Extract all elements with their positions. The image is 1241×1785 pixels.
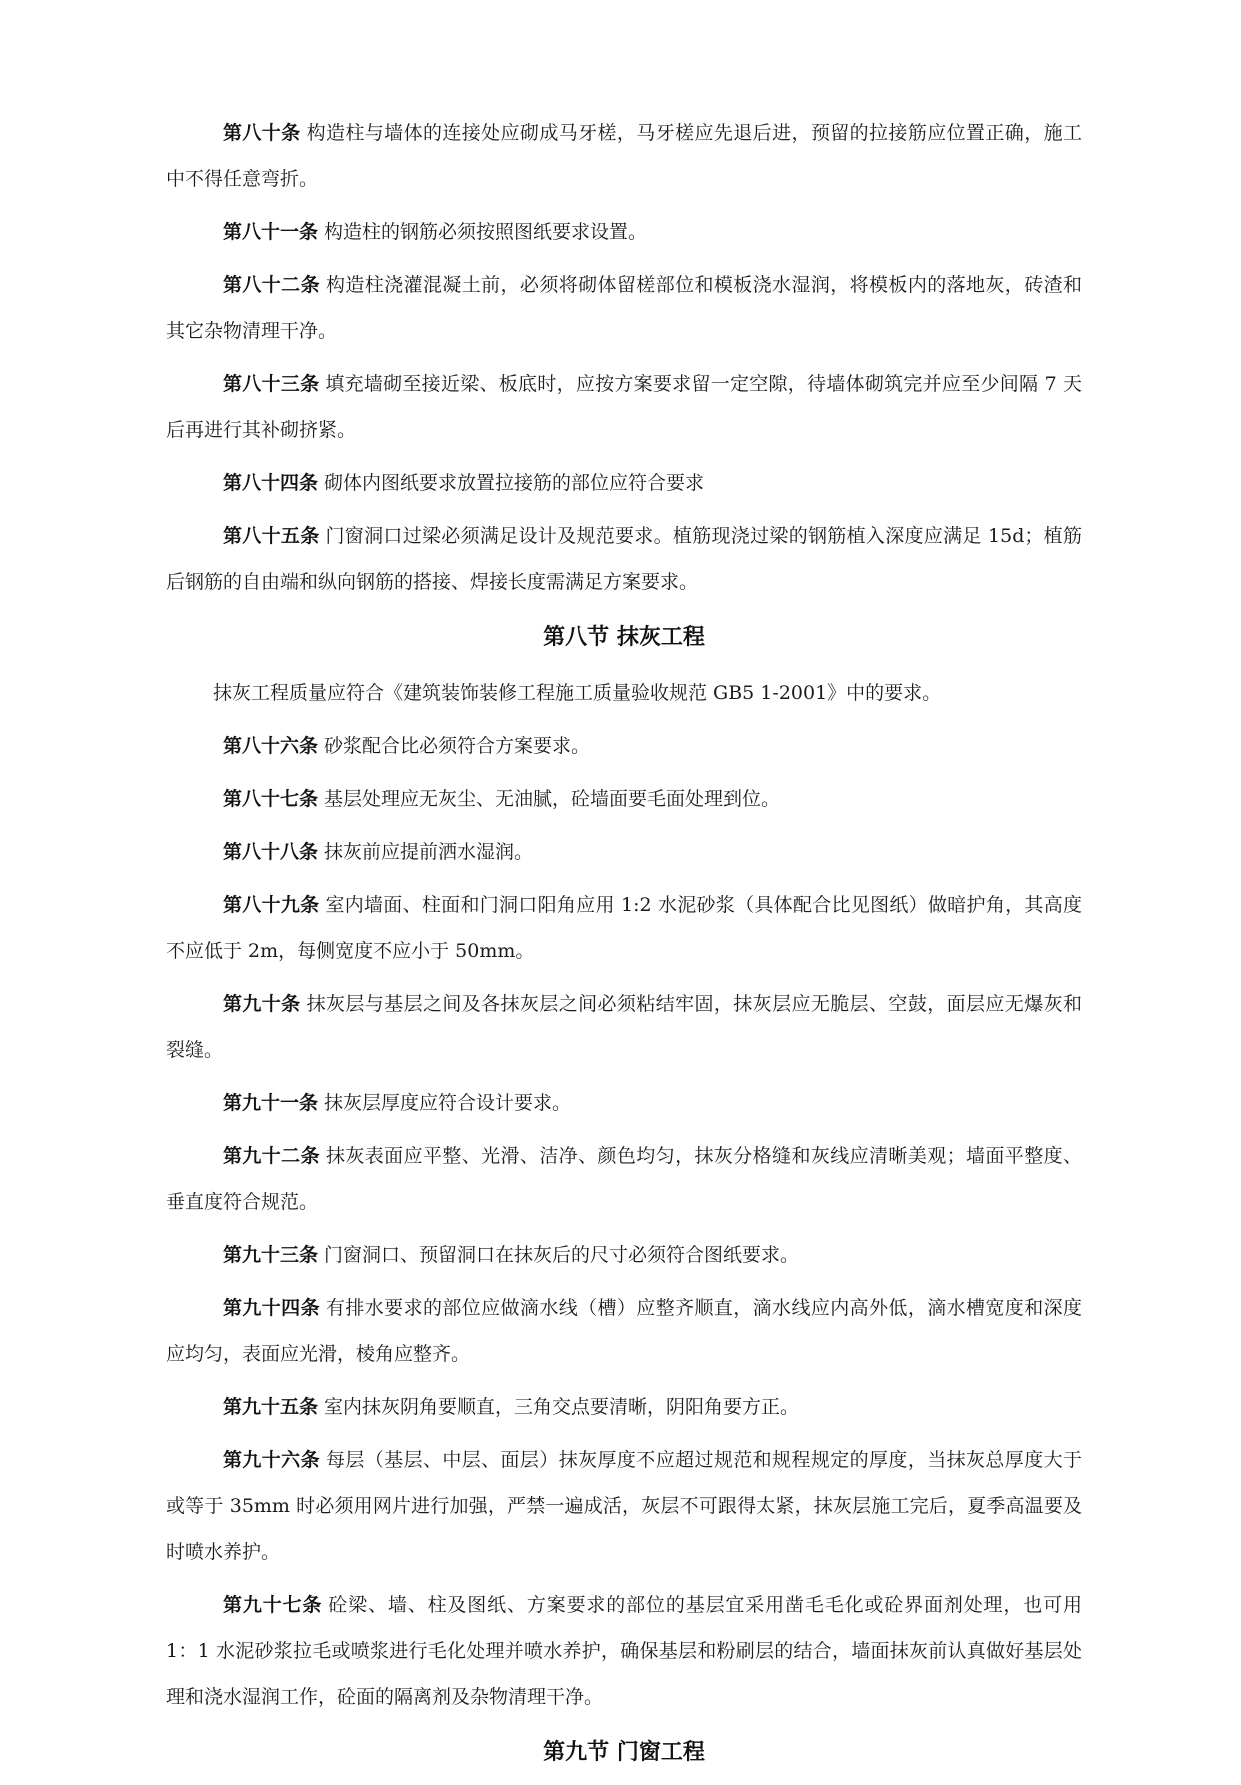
article-text: 砌体内图纸要求放置拉接筋的部位应符合要求 xyxy=(324,472,705,494)
article-number: 第八十九条 xyxy=(223,894,320,916)
article-text: 抹灰表面应平整、光滑、洁净、颜色均匀，抹灰分格缝和灰线应清晰美观；墙面平整度、垂直度符合规范。 xyxy=(166,1145,1082,1213)
article-number: 第九十二条 xyxy=(223,1145,320,1167)
article-text: 砼梁、墙、柱及图纸、方案要求的部位的基层宜采用凿毛毛化或砼界面剂处理，也可用 1：1 水泥砂浆拉毛或喷浆进行毛化处理并喷水养护，确保基层和粉刷层的结合，墙面抹灰前认真做好基层处理和浇水湿润工作，砼面的隔离剂及杂物清理干净。 xyxy=(166,1594,1082,1708)
article-paragraph xyxy=(166,882,1082,974)
article-number: 第九十三条 xyxy=(223,1244,319,1266)
article-number: 第九十一条 xyxy=(223,1092,319,1114)
article-number: 第八十六条 xyxy=(223,735,319,757)
article-paragraph xyxy=(166,723,1082,769)
article-paragraph xyxy=(166,209,1082,255)
article-text: 填充墙砌至接近梁、板底时，应按方案要求留一定空隙，待墙体砌筑完并应至少间隔 7 天后再进行其补砌挤紧。 xyxy=(166,373,1082,441)
article-paragraph xyxy=(166,776,1082,822)
article-text: 构造柱的钢筋必须按照图纸要求设置。 xyxy=(324,221,648,243)
article-paragraph xyxy=(166,513,1082,605)
article-text: 抹灰前应提前洒水湿润。 xyxy=(324,841,534,863)
article-number: 第八十条 xyxy=(223,122,301,144)
article-paragraph xyxy=(166,981,1082,1073)
article-number: 第九十五条 xyxy=(223,1396,319,1418)
article-number: 第八十七条 xyxy=(223,788,319,810)
article-text: 室内墙面、柱面和门洞口阳角应用 1:2 水泥砂浆（具体配合比见图纸）做暗护角，其高度不应低于 2m，每侧宽度不应小于 50mm。 xyxy=(166,894,1082,962)
article-paragraph xyxy=(166,460,1082,506)
article-text: 砂浆配合比必须符合方案要求。 xyxy=(324,735,591,757)
section-heading: 第九节 门窗工程 xyxy=(543,1740,705,1765)
article-number: 第八十四条 xyxy=(223,472,319,494)
article-paragraph xyxy=(166,1582,1082,1720)
article-text: 基层处理应无灰尘、无油腻，砼墙面要毛面处理到位。 xyxy=(324,788,781,810)
article-text: 抹灰层厚度应符合设计要求。 xyxy=(324,1092,572,1114)
article-paragraph xyxy=(166,110,1082,202)
article-number: 第八十五条 xyxy=(223,525,320,547)
article-text: 构造柱浇灌混凝土前，必须将砌体留槎部位和模板浇水湿润，将模板内的落地灰，砖渣和其它杂物清理干净。 xyxy=(166,274,1082,342)
article-number: 第九十条 xyxy=(223,993,301,1015)
article-paragraph xyxy=(166,361,1082,453)
article-text: 每层（基层、中层、面层）抹灰厚度不应超过规范和规程规定的厚度，当抹灰总厚度大于或等于 35mm 时必须用网片进行加强，严禁一遍成活，灰层不可跟得太紧，抹灰层施工完后，夏季高温要及时喷水养护。 xyxy=(166,1449,1082,1563)
section-intro-paragraph: 抹灰工程质量应符合《建筑装饰装修工程施工质量验收规范 GB5 1-2001》中的要求。 xyxy=(213,682,942,704)
article-text: 门窗洞口过梁必须满足设计及规范要求。植筋现浇过梁的钢筋植入深度应满足 15d；植筋后钢筋的自由端和纵向钢筋的搭接、焊接长度需满足方案要求。 xyxy=(166,525,1082,593)
article-paragraph xyxy=(166,262,1082,354)
article-number: 第九十六条 xyxy=(223,1449,320,1471)
article-text: 有排水要求的部位应做滴水线（槽）应整齐顺直，滴水线应内高外低，滴水槽宽度和深度应均匀，表面应光滑，棱角应整齐。 xyxy=(166,1297,1082,1365)
article-number: 第九十七条 xyxy=(223,1594,323,1616)
article-paragraph xyxy=(166,1384,1082,1430)
article-paragraph xyxy=(166,1080,1082,1126)
article-number: 第八十八条 xyxy=(223,841,319,863)
article-number: 第八十二条 xyxy=(223,274,320,296)
article-number: 第八十三条 xyxy=(223,373,320,395)
article-text: 构造柱与墙体的连接处应砌成马牙槎，马牙槎应先退后进，预留的拉接筋应位置正确，施工中不得任意弯折。 xyxy=(166,122,1082,190)
article-number: 第九十四条 xyxy=(223,1297,320,1319)
document-body xyxy=(166,110,1082,1785)
article-paragraph xyxy=(166,1285,1082,1377)
article-paragraph xyxy=(166,1232,1082,1278)
article-paragraph xyxy=(166,1437,1082,1575)
article-paragraph xyxy=(166,829,1082,875)
article-paragraph xyxy=(166,1133,1082,1225)
article-text: 室内抹灰阴角要顺直，三角交点要清晰，阴阳角要方正。 xyxy=(324,1396,800,1418)
article-text: 门窗洞口、预留洞口在抹灰后的尺寸必须符合图纸要求。 xyxy=(324,1244,800,1266)
article-number: 第八十一条 xyxy=(223,221,319,243)
section-heading: 第八节 抹灰工程 xyxy=(543,625,705,650)
article-text: 抹灰层与基层之间及各抹灰层之间必须粘结牢固，抹灰层应无脆层、空鼓，面层应无爆灰和裂缝。 xyxy=(166,993,1082,1061)
